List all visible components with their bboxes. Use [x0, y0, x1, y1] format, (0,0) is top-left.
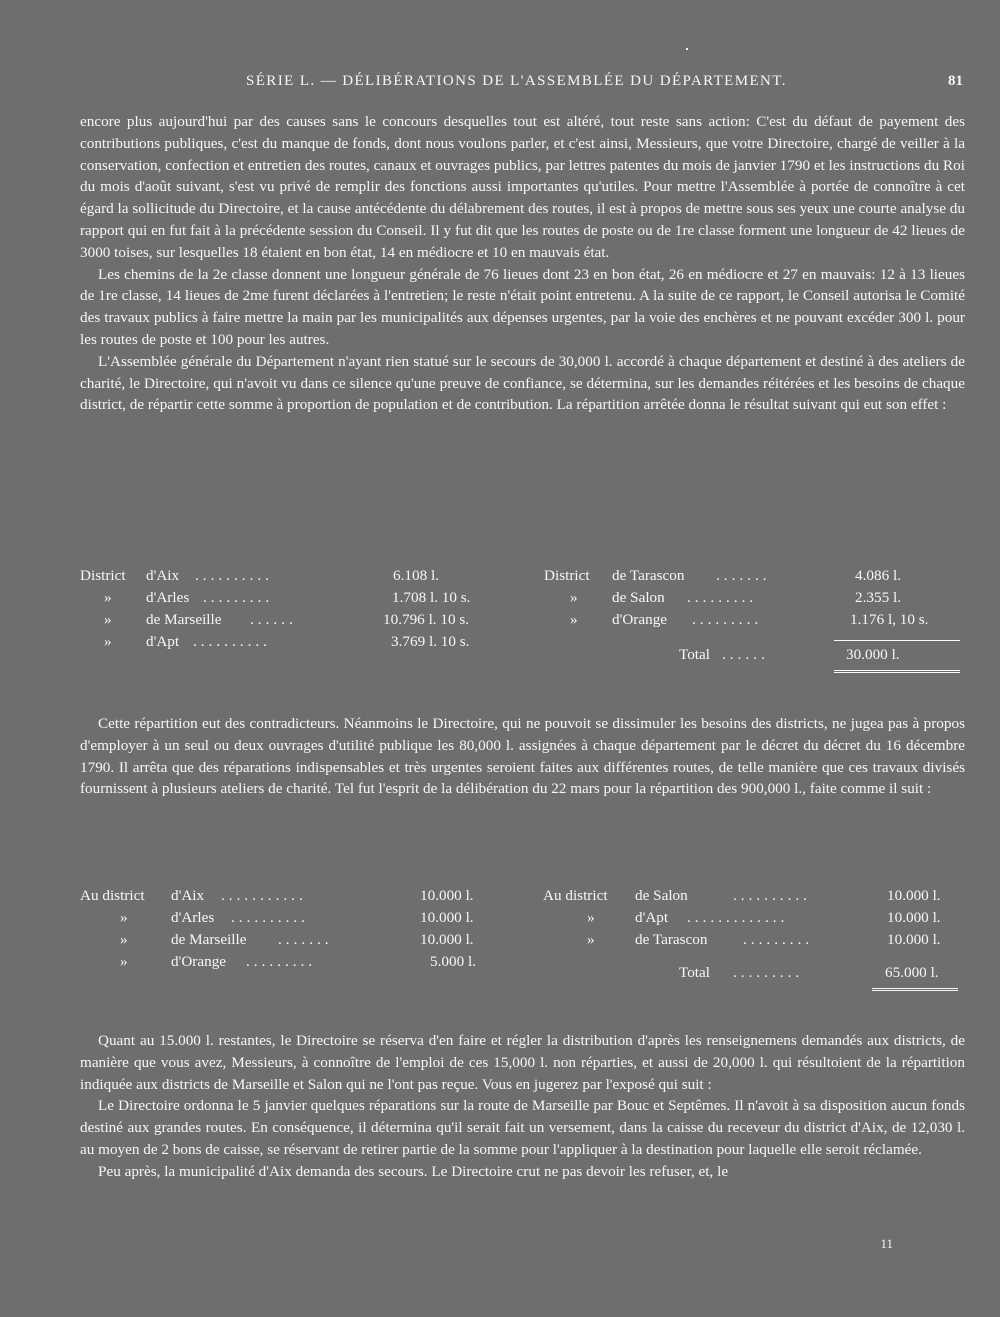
row-label: » [570, 589, 578, 606]
row-label: » [120, 931, 128, 948]
leader-dots: ........... [221, 887, 307, 904]
row-district: de Tarascon [635, 931, 708, 948]
row-label: District [80, 567, 126, 584]
paragraph: Le Directoire ordonna le 5 janvier quelques réparations sur la route de Marseille par Bouc et Septêmes. Il n'avoit à sa disposition aucun fonds destiné aux grandes routes. En conséquence, il détermina qu'il serait fait un versement, dans la caisse du receveur du district d'Aix, de 12,030 l. au moyen de 2 bons de caisse, se réservant de retirer partie de la somme pour l'appliquer à la destination pour laquelle elle seroit réclamée. [80, 1097, 965, 1158]
paragraph: Cette répartition eut des contradicteurs. Néanmoins le Directoire, qui ne pouvoit se dissimuler les besoins des districts, ne jugea pas à propos d'employer à un seul ou deux ouvrages d'utilité publique les 80,000 l. assignées à chaque département par le décret du décret du 16 décembre 1790. Il arrêta que des réparations indispensables et très urgentes seroient faites aux différentes routes, de telle manière que ces travaux divisés fournissent à plusieurs ateliers de charité. Tel fut l'esprit de la délibération du 22 mars pour la répartition des 900,000 l., faite comme il suit : [80, 715, 965, 798]
row-amount: 2.355 l. [855, 589, 901, 606]
row-amount: 10.000 l. [420, 931, 474, 948]
row-amount: 10.000 l. [887, 909, 941, 926]
total-label: Total [679, 964, 710, 981]
row-label: Au district [80, 887, 145, 904]
row-amount: 10.000 l. [420, 909, 474, 926]
leader-dots: ......... [246, 953, 317, 970]
paragraph: encore plus aujourd'hui par des causes sans le concours desquelles tout est altéré, tout reste sans action: C'est du défaut de payement des contributions publiques, c'est du manque de fonds, dont nous voulons parler, et c'est ainsi, Messieurs, que votre Directoire, chargé de veiller à la conservation, confection et entretien des routes, canaux et ouvrages publics, par lettres patentes du mois de janvier 1790 et les instructions du Roi du mois d'août suivant, s'est vu privé de remplir des fonctions aussi importantes qu'utiles. Pour mettre l'Assemblée à portée de connoître à cet égard la sollicitude du Directoire, et la cause antécédente du délabrement des routes, il est à propos de mettre sous ses yeux une courte analyse du rapport qui en fut fait à la précédente session du Conseil. Il y fut dit que les routes de poste ou de 1re classe forment une longueur de 42 lieues de 3000 toises, sur lesquelles 18 étaient en bon état, 14 en médiocre et 10 en mauvais état. [80, 113, 965, 261]
allocation-table-1 [80, 567, 965, 687]
paragraph: Quant au 15.000 l. restantes, le Directoire se réserva d'en faire et régler la distribution d'après les renseignemens demandés aux districts, de manière que vous avez, Messieurs, à connoître de l'emploi de ces 15,000 l. non réparties, et aussi de 20,000 l. qui résultoient de la répartition indiquée aux districts de Marseille et Salon qui ne l'ont pas reçue. Vous en jugerez par l'exposé qui suit : [80, 1032, 965, 1093]
row-district: d'Apt [635, 909, 669, 926]
paragraph: L'Assemblée générale du Département n'ayant rien statué sur le secours de 30,000 l. accordé à chaque département et destiné à des ateliers de charité, le Directoire, qui n'avoit vu dans ce silence qu'une preuve de confiance, se détermina, sur les demandes réitérées et les besoins de chaque district, de répartir cette somme à proportion de population et de contribution. La répartition arrêtée donna le résultat suivant qui eut son effet : [80, 352, 965, 414]
paragraph: Les chemins de la 2e classe donnent une longueur générale de 76 lieues dont 23 en bon état, 26 en médiocre et 27 en mauvais: 12 à 13 lieues de 1re classe, 14 lieues de 2me furent déclarées à l'entretien; le reste n'était point entretenu. A la suite de ce rapport, le Conseil autorisa le Comité des travaux publics à faire mettre la main par les municipalités aux dépenses urgentes, par la voie des enchères et ne pouvant excéder 300 l. pour les routes de poste et 100 pour les autres. [80, 265, 965, 348]
table-row [543, 887, 965, 909]
signature-mark: 11 [880, 1236, 893, 1251]
page-number: 81 [948, 73, 963, 89]
row-amount: 10.796 l. 10 s. [383, 611, 470, 628]
row-district: de Salon [612, 589, 665, 606]
allocation-table-2 [80, 887, 965, 1002]
table-row [80, 567, 520, 589]
row-district: d'Orange [171, 953, 227, 970]
table-row [543, 909, 965, 931]
table-row [544, 611, 965, 633]
text-block-3 [80, 1030, 965, 1183]
leader-dots: ....... [278, 931, 333, 948]
sum-rule [834, 640, 960, 641]
row-amount: 4.086 l. [855, 567, 901, 584]
table-row [80, 909, 530, 931]
row-amount: 10.000 l. [887, 887, 941, 904]
row-district: d'Arles [171, 909, 215, 926]
total-double-rule [872, 988, 958, 994]
row-district: d'Orange [612, 611, 668, 628]
total-amount: 30.000 l. [846, 646, 900, 663]
text-block-1 [80, 111, 965, 416]
row-district: d'Aix [171, 887, 205, 904]
row-district: de Marseille [146, 611, 222, 628]
table-row [544, 589, 965, 611]
row-amount: 10.000 l. [887, 931, 941, 948]
row-amount: 1.708 l. 10 s. [392, 589, 471, 606]
table-row [544, 567, 965, 589]
leader-dots: .......... [733, 887, 811, 904]
leader-dots: ....... [716, 567, 771, 584]
row-label: » [104, 589, 112, 606]
row-label: » [120, 909, 128, 926]
leader-dots: ...... [250, 611, 297, 628]
table-row [543, 931, 965, 953]
total-amount: 65.000 l. [885, 964, 939, 981]
row-district: d'Arles [146, 589, 190, 606]
row-label: » [587, 931, 595, 948]
row-district: d'Aix [146, 567, 180, 584]
leader-dots: .......... [195, 567, 273, 584]
leader-dots: ............. [687, 909, 789, 926]
print-speck [686, 48, 688, 50]
header-title: SÉRIE L. — DÉLIBÉRATIONS DE L'ASSEMBLÉE DU DÉPARTEMENT. [246, 73, 787, 89]
row-label: District [544, 567, 590, 584]
text-block-2 [80, 713, 965, 800]
row-district: de Salon [635, 887, 688, 904]
leader-dots: ......... [743, 931, 814, 948]
table-row [80, 633, 520, 655]
total-row [543, 964, 965, 986]
row-label: » [120, 953, 128, 970]
row-amount: 5.000 l. [430, 953, 476, 970]
row-amount: 1.176 l, 10 s. [850, 611, 929, 628]
table-row [80, 887, 530, 909]
row-amount: 6.108 l. [393, 567, 439, 584]
table-row [80, 611, 520, 633]
row-label: Au district [543, 887, 608, 904]
row-district: de Tarascon [612, 567, 685, 584]
total-double-rule [834, 670, 960, 676]
leader-dots: ......... [203, 589, 274, 606]
row-district: d'Apt [146, 633, 180, 650]
leader-dots: .......... [231, 909, 309, 926]
total-row [544, 646, 965, 668]
row-label: » [104, 611, 112, 628]
row-amount: 3.769 l. 10 s. [391, 633, 470, 650]
running-header [80, 73, 965, 99]
paragraph: Peu après, la municipalité d'Aix demanda des secours. Le Directoire crut ne pas devoir les refuser, et, le [98, 1162, 729, 1180]
leader-dots: ......... [733, 964, 804, 981]
row-label: » [587, 909, 595, 926]
leader-dots: .......... [193, 633, 271, 650]
table-row [80, 953, 530, 975]
table-row [80, 931, 530, 953]
row-label: » [570, 611, 578, 628]
total-label: Total [679, 646, 710, 663]
leader-dots: ......... [692, 611, 763, 628]
row-amount: 10.000 l. [420, 887, 474, 904]
table-row [80, 589, 520, 611]
row-district: de Marseille [171, 931, 247, 948]
leader-dots: ...... [722, 646, 769, 663]
leader-dots: ......... [687, 589, 758, 606]
row-label: » [104, 633, 112, 650]
